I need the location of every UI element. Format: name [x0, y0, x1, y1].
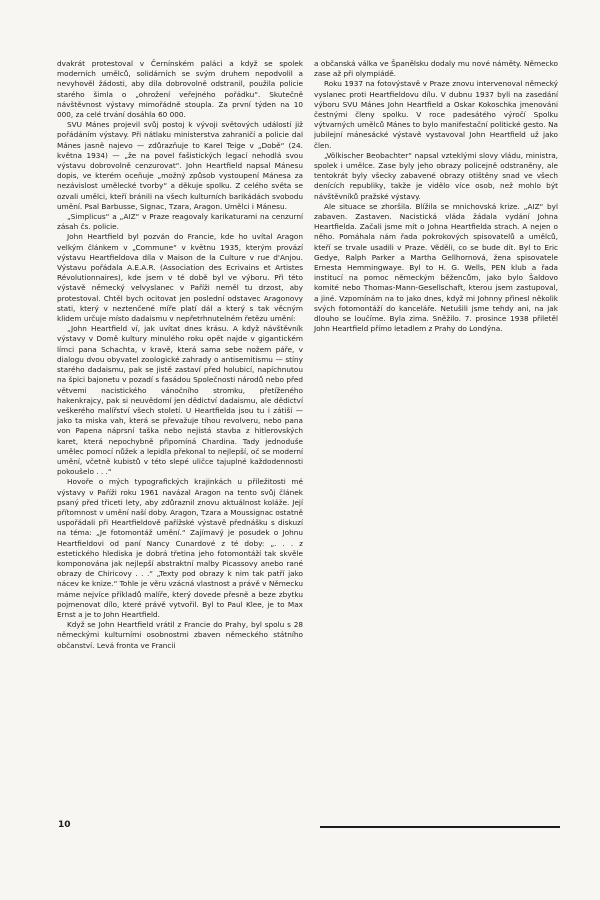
left-text-column [57, 59, 303, 651]
horizontal-rule [320, 826, 560, 828]
page-number: 10 [58, 820, 71, 830]
paragraph: Hovoře o mých typografických krajinkách u příležitosti mé výstavy v Paříži roku 1961 navázal Aragon na tento svůj článek psaný před třiceti lety, aby zdůraznil znovu aktuálnost koláže. Její přítomnost v umění naší doby. Aragon, Tzara a Moussignac ostatně uspořádali při Heartfieldově pařížské výstavě přednášku s diskuzí na téma: „Je fotomontáž umění.“ Zajímavý je posudek o Johnu Heartfieldovi od paní Nancy Cunardové z té doby: „. . . z estetického hlediska je dobrá třetina jeho fotomontáží tak skvěle komponována jak nejlepší abstraktní malby Picassovy anebo rané obrazy de Chiricovy . . .“ „Texty pod obrazy k nim tak patří jako nácev ke knize.“ Tohle je věru vzácná vlastnost a právě v Německu máme nejvíce příkladů malíře, který dovede přesně a beze zbytku pojmenovat dílo, které právě vytvořil. Byl to Paul Klee, je to Max Ernst a je to John Heartfield. [57, 477, 303, 619]
quote-paragraph: „John Heartfield ví, jak uvítat dnes krásu. A když návštěvník výstavy v Domě kultury minulého roku opět najde v gigantickém límci pana Schachta, v kravě, která sama sebe nožem páře, v dialogu dvou obyvatel zoologické zahrady o antisemitismu — stíny starého dadaismu, pak se jistě zastaví před holubicí, napíchnutou na špici bajonetu v pozadí s fasádou Společnosti národů nebo před větvemi nacistického vánočního stromku, přetíženého hakenkrajcy, pak si neuvědomí jen dědictví dadaismu, ale dědictví veškerého malířství všech století. U Heartfielda jsou tu i zátiší — jako ta miska vah, která se převažuje tíhou revolveru, nebo pana von Papena náprsní taška nebo nejistá stavba z hitlerovských karet, která nepochybně připomíná Chardina. Tady jednoduše umělec pomocí nůžek a lepidla překonal to nejlepší, oč se moderní umění, včetně kubistů v této slepé uličce tajuplné každodennosti pokoušelo . . .“ [57, 324, 303, 477]
paragraph: a občanská válka ve Španělsku dodaly mu nové náměty. Německo zase až při olympiádě. [314, 59, 558, 79]
paragraph: dvakrát protestoval v Černínském paláci a když se spolek moderních umělců, solidárních se svým druhem nepodvolil a nevyhověl žádosti, aby díla dobrovolně odstranil, použila policie starého šimla o „ohrožení veřejného pořádku“. Skutečně návštěvnost výstavy mimořádně stoupla. Za první týden na 10 000, za celé trvání dosáhla 60 000. [57, 59, 303, 120]
right-text-column [314, 59, 558, 334]
paragraph: „Völkischer Beobachter“ napsal vzteklými slovy vládu, ministra, spolek i umělce. Zase byly jeho obrazy policejně odstraněny, ale tentokrát byly všecky zabavené obrazy otištěny snad ve všech denících republiky, takže je vidělo více osob, než mohlo být návštěvníků pražské výstavy. [314, 150, 558, 201]
paragraph: Roku 1937 na fotovýstavě v Praze znovu intervenoval německý vyslanec proti Heartfieldovu dílu. V dubnu 1937 byli na zasedání výboru SVU Mánes John Heartfield a Oskar Kokoschka jmenováni čestnými členy spolku. V roce padesátého výročí Spolku výtvarných umělců Mánes to bylo manifestační politické gesto. Na jubilejní mánesácké výstavě vystavoval John Heartfield už jako člen. [314, 79, 558, 150]
paragraph: „Simplicus“ a „AIZ“ v Praze reagovaly karikaturami na cenzurní zásah čs. policie. [57, 212, 303, 232]
paragraph: Ale situace se zhoršila. Blížila se mnichovská krize. „AIZ“ byl zabaven. Zastaven. Nacistická vláda žádala vydání Johna Heartfielda. Začali jsme mít o Johna Heartfielda strach. A nejen o něho. Pomáhala nám řada pokrokových spisovatelů a umělců, kteří se trvale usadili v Praze. Věděli, co se bude dít. Byl to Eric Gedye, Ralph Parker a Martha Gellhornová, žena spisovatele Ernesta Hemmingwaye. Byl to H. G. Wells, PEN klub a řada institucí na pomoc německým běžencům, jako bylo Šaldovo komité nebo Thomas-Mann-Gesellschaft, kterou jsem zastupoval, a jiné. Vzpomínám na to jako dnes, když mi Johnny přinesl několik svých fotomontáží do kanceláře. Netušili jsme tehdy ani, na jak dlouho se loučíme. Byla zima. Sněžilo. 7. prosince 1938 přiletěl John Heartfield přímo letadlem z Prahy do Londýna. [314, 201, 558, 334]
paragraph: John Heartfield byl pozván do Francie, kde ho uvítal Aragon velkým článkem v „Commune“ v květnu 1935, kterým provází výstavu Heartfieldova díla v Maison de la Culture v rue d'Anjou. Výstavu pořádala A.E.A.R. (Association des Ecrivains et Artistes Révolutionnaires), kde jsem v té době byl ve výboru. Při této výstavě německý velvyslanec v Paříži neměl tu drzost, aby protestoval. Chtěl bych ocitovat jen poslední odstavec Aragonovy stati, který v neztenčené míře platí dál a který s tak věcným klidem určuje místo dadaismu v nepřetrhnutelném řetězu umění: [57, 232, 303, 324]
paragraph: Když se John Heartfield vrátil z Francie do Prahy, byl spolu s 28 německými kulturními osobnostmi zbaven německého státního občanství. Levá fronta ve Francii [57, 620, 303, 650]
paragraph: SVU Mánes projevil svůj postoj k vývoji světových událostí již pořádáním výstavy. Při nátlaku ministerstva zahraničí a policie dal Mánes jasně najevo — zdůrazňuje to Karel Teige v „Době“ (24. května 1934) — „že na povel fašistických legací nehodlá svou výstavu dobrovolně cenzurovat“. John Heartfield napsal Mánesu dopis, ve kterém oceňuje „možný způsob vystoupení Mánesa za nezávislost umělecké tvorby“ a děkuje spolku. Z celého světa se ozvali umělci, kteří bránili na všech kulturních barikádách svobodu umění. Psal Barbusse, Signac, Tzara, Aragon. Umělci i Mánesu. [57, 120, 303, 211]
